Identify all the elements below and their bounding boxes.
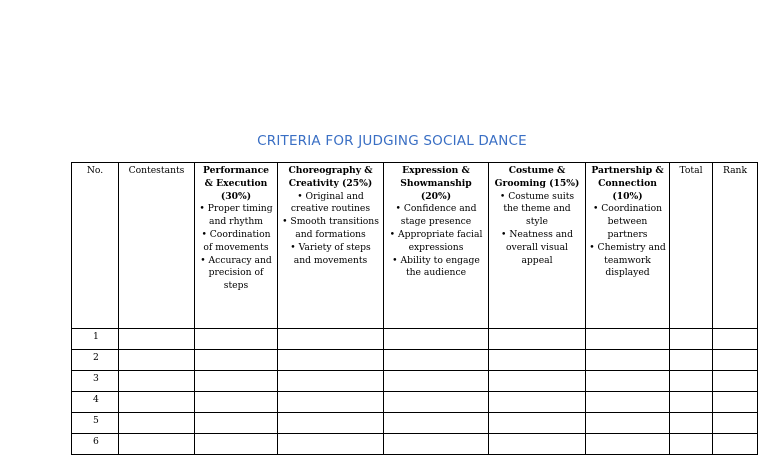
table-cell[interactable] [489,329,586,350]
criterion-bullet: • Original and creative routines [290,190,371,215]
column-header-choreography [278,163,384,329]
criterion-bullet: • Appropriate facial expressions [389,228,483,253]
table-cell[interactable] [586,413,670,434]
table-cell[interactable] [119,371,195,392]
table-cell[interactable] [586,329,670,350]
table-cell[interactable] [670,350,713,371]
row-number: 3 [72,371,119,392]
criterion-bullet: • Chemistry and teamwork displayed [589,241,666,279]
table-cell[interactable] [278,350,384,371]
table-cell[interactable] [489,392,586,413]
table-cell[interactable] [489,350,586,371]
table-cell[interactable] [278,392,384,413]
criterion-bullet: • Accuracy and precision of steps [200,254,272,292]
table-row [72,392,758,413]
row-number: 1 [72,329,119,350]
column-header-costume [489,163,586,329]
table-cell[interactable] [195,392,278,413]
criterion-bullet: • Ability to engage the audience [392,254,480,279]
table-cell[interactable] [670,434,713,455]
table-cell[interactable] [278,371,384,392]
criterion-bullet: • Variety of steps and movements [290,241,371,266]
table-row [72,371,758,392]
table-cell[interactable] [586,350,670,371]
table-cell[interactable] [119,329,195,350]
table-cell[interactable] [670,329,713,350]
table-cell[interactable] [713,371,758,392]
table-cell[interactable] [713,413,758,434]
column-header-total: Total [670,163,713,329]
judging-criteria-table [71,162,758,455]
table-cell[interactable] [586,392,670,413]
table-cell[interactable] [195,329,278,350]
table-cell[interactable] [195,434,278,455]
column-header-rank: Rank [713,163,758,329]
column-header-no: No. [72,163,119,329]
table-cell[interactable] [670,413,713,434]
criterion-heading: Partnership & Connection (10%) [591,165,664,202]
criterion-bullet: • Coordination between partners [592,203,663,240]
table-cell[interactable] [195,413,278,434]
table-cell[interactable] [713,392,758,413]
table-cell[interactable] [384,329,489,350]
table-row [72,434,758,455]
criterion-bullet: • Coordination of movements [201,228,271,253]
row-number: 5 [72,413,119,434]
page-title: CRITERIA FOR JUDGING SOCIAL DANCE [257,133,527,149]
table-cell[interactable] [713,329,758,350]
criterion-bullet: • Costume suits the theme and style [499,190,575,228]
table-cell[interactable] [713,350,758,371]
table-cell[interactable] [586,434,670,455]
table-header-row [72,163,758,329]
table-cell[interactable] [195,350,278,371]
table-cell[interactable] [119,350,195,371]
criterion-bullet: • Neatness and overall visual appeal [501,228,573,266]
table-cell[interactable] [384,350,489,371]
table-row [72,329,758,350]
criterion-heading: Performance & Execution (30%) [202,165,270,202]
table-cell[interactable] [713,434,758,455]
column-header-performance [195,163,278,329]
table-cell[interactable] [278,329,384,350]
table-cell[interactable] [489,434,586,455]
table-row [72,413,758,434]
column-header-partnership [586,163,670,329]
table-row [72,350,758,371]
table-cell[interactable] [119,413,195,434]
table-cell[interactable] [195,371,278,392]
table-cell[interactable] [670,392,713,413]
table-cell[interactable] [586,371,670,392]
table-cell[interactable] [489,413,586,434]
table-cell[interactable] [384,413,489,434]
table-cell[interactable] [278,434,384,455]
criterion-heading: Costume & Grooming (15%) [494,165,580,189]
table-cell[interactable] [119,434,195,455]
row-number: 4 [72,392,119,413]
row-number: 6 [72,434,119,455]
column-header-expression [384,163,489,329]
table-cell[interactable] [489,371,586,392]
table-cell[interactable] [670,371,713,392]
table-cell[interactable] [278,413,384,434]
criterion-bullet: • Proper timing and rhythm [199,203,273,228]
table-cell[interactable] [119,392,195,413]
table-cell[interactable] [384,392,489,413]
table-cell[interactable] [384,434,489,455]
criterion-bullet: • Smooth transitions and formations [282,216,379,240]
table-cell[interactable] [384,371,489,392]
criterion-heading: Choreography & Creativity (25%) [288,165,373,189]
criterion-heading: Expression & Showmanship (20%) [400,165,472,202]
criterion-bullet: • Confidence and stage presence [395,203,477,228]
column-header-contestants: Contestants [119,163,195,329]
row-number: 2 [72,350,119,371]
